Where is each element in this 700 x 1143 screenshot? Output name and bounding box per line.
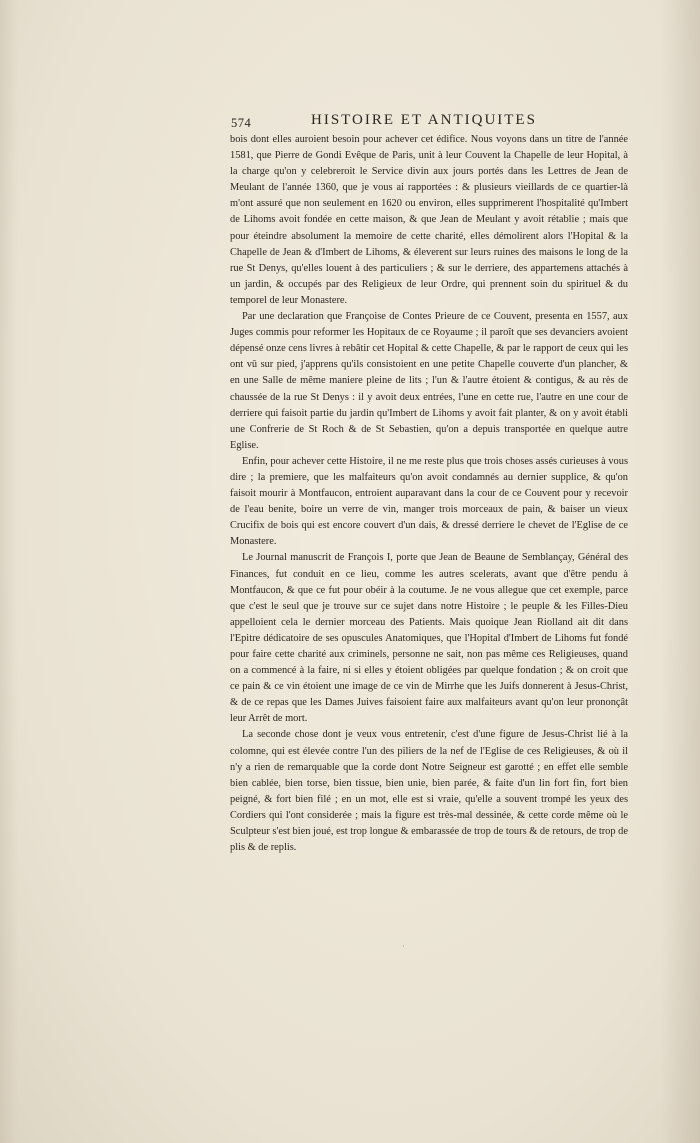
page-edge-shadow-left — [0, 0, 18, 1143]
paragraph-4: Le Journal manuscrit de François I, porte que Jean de Beaune de Semblançay, Général des Finances, fut conduit en ce lieu, comme les autres scelerats, avant que d'être pendu à Montfaucon, & que ce fut pour obéir à la coutume. Je ne vous allegue que cet exemple, parce que c'est le seul que je trouve sur ce sujet dans notre Histoire ; le peuple & les Filles-Dieu appelloient cela le dernier morceau des Patients. Mais quoique Jean Riolland ait dit dans l'Epitre dédicatoire de ses opuscules Anatomiques, que l'Hopital d'Imbert de Lihoms fut fondé pour faire cette charité aux criminels, personne ne sait, non pas même ces Religieuses, quand on a commencé à la faire, ni si elles y étoient obligées par quelque fondation ; & on croit que ce pain & ce vin étoient une image de ce vin de Mirrhe que les Juifs donnerent à Jesus-Christ, & de ce repas que les Dames Juives faisoient faire aux malfaiteurs avant qu'on leur prononçât leur Arrêt de mort. — [230, 552, 628, 725]
page-gutter-shadow — [660, 0, 700, 1143]
paragraph-5: La seconde chose dont je veux vous entretenir, c'est d'une figure de Jesus-Christ lié à la colomne, qui est élevée contre l'un des piliers de la nef de l'Eglise de ces Religieuses, & où il n'y a rien de remarquable que la corde dont Notre Seigneur est garotté ; en effet elle semble bien cablée, bien torse, bien tissue, bien unie, bien parée, & faite d'un lin fort fin, fort bien peigné, & fort bien filé ; en un mot, elle est si vraie, qu'elle a souvent trompé les yeux des Cordiers qui l'ont considerée ; mais la figure est très-mal dessinée, & cette corde même où le Sculpteur s'est bien joué, est trop longue & embarassée de trop de tours & de retours, de trop de plis & de replis. — [230, 729, 628, 854]
ink-speck: · — [402, 942, 405, 951]
body-text — [230, 132, 628, 856]
page-header — [231, 112, 631, 132]
running-title: HISTOIRE ET ANTIQUITES — [311, 112, 537, 128]
paragraph-2: Par une declaration que Françoise de Contes Prieure de ce Couvent, presenta en 1557, aux Juges commis pour reformer les Hopitaux de ce Royaume ; il paroît que ses devanciers avoient dépensé onze cens livres à rebâtir cet Hopital & cette Chapelle, & par le rapport de ceux qui les ont vû sur pied, j'apprens qu'ils consistoient en une petite Chapelle couverte d'un plancher, & en une Salle de même maniere pleine de lits ; l'un & l'autre étoient & contigus, & au rès de chaussée de la rue St Denys : il y avoit deux entrées, l'une en cette rue, l'autre en une cour de derriere qui faisoit partie du jardin qu'Imbert de Lihoms y avoit fait planter, & on y avoit établi une Confrerie de St Roch & de St Sebastien, qu'on a depuis transportée en quelque autre Eglise. — [230, 311, 628, 451]
page-number: 574 — [231, 116, 252, 130]
paragraph-3: Enfin, pour achever cette Histoire, il ne me reste plus que trois choses assés curieuses à vous dire ; la premiere, que les malfaiteurs qu'on avoit condamnés au dernier supplice, & qu'on faisoit mourir à Montfaucon, entroient auparavant dans la cour de ce Couvent pour y recevoir de l'eau benite, boire un verre de vin, manger trois morceaux de pain, & baiser un vieux Crucifix de bois qui est encore couvert d'un dais, & dressé derriere le chevet de l'Eglise de ce Monastere. — [230, 455, 628, 548]
paragraph-1: bois dont elles auroient besoin pour achever cet édifice. Nous voyons dans un titre de l'année 1581, que Pierre de Gondi Evêque de Paris, unit à leur Couvent la Chapelle de leur Hopital, à la charge qu'on y celebreroit le Service divin aux jours portés dans les Lettres de Jean de Meulant de l'année 1360, que je vous ai rapportées : & plusieurs vieillards de ce quartier-là m'ont assuré que non seulement en 1620 ou environ, elles supprimerent l'hospitalité qu'Imbert de Lihoms avoit fondée en cette maison, & que Jean de Meulant y avoit rétablie ; mais que pour éteindre absolument la memoire de cette charité, elles démolirent alors l'Hopital & la Chapelle de Jean & d'Imbert de Lihoms, & éleverent sur leurs ruines des maisons le long de la rue St Denys, qu'elles louent à des particuliers ; & sur le derriere, des appartemens attachés à un jardin, & occupés par des Religieux de leur Ordre, qui prennent soin du spirituel & du temporel de leur Monastere. — [230, 134, 628, 306]
